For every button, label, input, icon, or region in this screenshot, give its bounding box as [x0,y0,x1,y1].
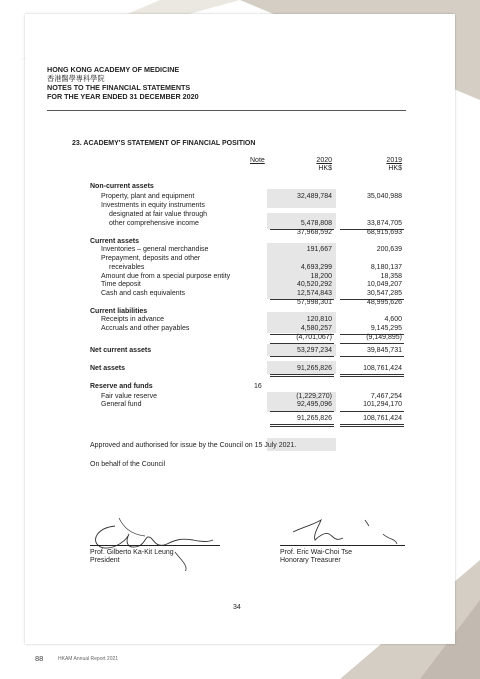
value-2020: 12,574,843 [296,290,332,297]
unit-2019: HK$ [388,165,402,172]
value-2019: (9,149,895) [366,334,402,341]
net-current-assets-label: Net current assets [90,347,152,354]
current-assets-heading: Current assets [90,238,140,245]
value-2019: 68,915,693 [366,229,402,236]
value-2019: 39,845,731 [366,347,402,354]
net-assets-label: Net assets [90,365,126,372]
value-2020: (1,229,270) [296,393,332,400]
value-2020: 91,265,826 [296,365,332,372]
year-2019-header: 2019 [386,157,402,164]
value-2020: 32,489,784 [296,193,332,200]
subtotal-rule [270,411,334,412]
value-2020: 57,998,301 [296,299,332,306]
subtotal-rule [270,424,334,425]
row-label: other comprehensive income [109,220,199,227]
value-2020: 91,265,826 [296,415,332,422]
subtotal-rule [340,356,404,357]
value-2020: 37,968,592 [296,229,332,236]
row-label: Investments in equity instruments [101,202,205,209]
value-2019: 35,040,988 [366,193,402,200]
president-name: Prof. Gilberto Ka-Kit Leung [90,549,174,556]
row-label: General fund [101,401,142,408]
row-label: Amount due from a special purpose entity [101,273,231,280]
row-label: Property, plant and equipment [101,193,195,200]
report-name: HKAM Annual Report 2021 [58,656,119,662]
row-label: Accruals and other payables [101,325,190,332]
org-name-chinese: 香港醫學專科學院 [47,74,105,83]
period-title: FOR THE YEAR ENDED 31 DECEMBER 2020 [47,92,199,101]
value-2019: 200,639 [376,246,402,253]
value-2019: 4,600 [384,316,402,323]
subtotal-rule [340,411,404,412]
row-label: Cash and cash equivalents [101,290,186,297]
row-label: designated at fair value through [109,211,208,218]
value-2020: 4,693,299 [300,264,332,271]
row-label: Fair value reserve [101,393,158,400]
reserve-funds-heading: Reserve and funds [90,383,153,390]
row-label: Prepayment, deposits and other [101,255,201,262]
noncurrent-assets-heading: Non-current assets [90,183,154,190]
subtotal-rule [340,374,404,375]
notes-title: NOTES TO THE FINANCIAL STATEMENTS [47,83,191,92]
signature-line [90,545,220,546]
row-label: Receipts in advance [101,316,165,323]
value-2019: 48,995,626 [366,299,402,306]
header-rule [47,110,406,111]
value-2020: 53,297,234 [296,347,332,354]
note-header: Note [250,157,265,164]
treasurer-title: Honorary Treasurer [280,557,341,564]
approval-text: Approved and authorised for issue by the Council on 15 July 2021. [90,442,297,449]
unit-2020: HK$ [318,165,332,172]
note-ref: 16 [254,383,262,390]
page-number: 88 [35,654,44,663]
subtotal-rule [270,374,334,375]
value-2020: 4,580,257 [300,325,332,332]
treasurer-name: Prof. Eric Wai-Choi Tse [280,549,352,556]
section-title: 23. ACADEMY'S STATEMENT OF FINANCIAL POSITION [72,140,256,147]
subtotal-rule [270,426,334,427]
signature-line [280,545,405,546]
value-2019: 108,761,424 [363,415,402,422]
subtotal-rule [340,424,404,425]
value-2019: 8,180,137 [370,264,402,271]
value-2019: 10,049,207 [366,281,402,288]
value-2019: 101,294,170 [363,401,402,408]
row-label: receivables [109,264,145,271]
value-2020: 5,478,808 [300,220,332,227]
value-2020: 191,667 [306,246,332,253]
row-label: Time deposit [101,281,141,288]
value-2019: 18,358 [380,273,402,280]
year-2020-header: 2020 [316,157,332,164]
value-2020: 92,495,096 [296,401,332,408]
value-2020: 18,200 [310,273,332,280]
on-behalf-text: On behalf of the Council [90,461,166,468]
inner-page-number: 34 [233,604,241,611]
org-name: HONG KONG ACADEMY OF MEDICINE [47,65,180,74]
row-label: Inventories – general merchandise [101,246,209,253]
subtotal-rule [340,426,404,427]
value-2020: 40,520,292 [296,281,332,288]
value-2019: 30,547,285 [366,290,402,297]
president-title: President [90,557,120,564]
value-2019: 9,145,295 [370,325,402,332]
subtotal-rule [340,376,404,377]
subtotal-rule [270,356,334,357]
subtotal-rule [270,343,334,344]
value-2019: 108,761,424 [363,365,402,372]
value-2020: 120,810 [306,316,332,323]
subtotal-rule [340,343,404,344]
value-2019: 7,467,254 [370,393,402,400]
current-liabilities-heading: Current liabilities [90,308,148,315]
subtotal-rule [270,376,334,377]
value-2019: 33,874,705 [366,220,402,227]
value-2020: (4,701,067) [296,334,332,341]
